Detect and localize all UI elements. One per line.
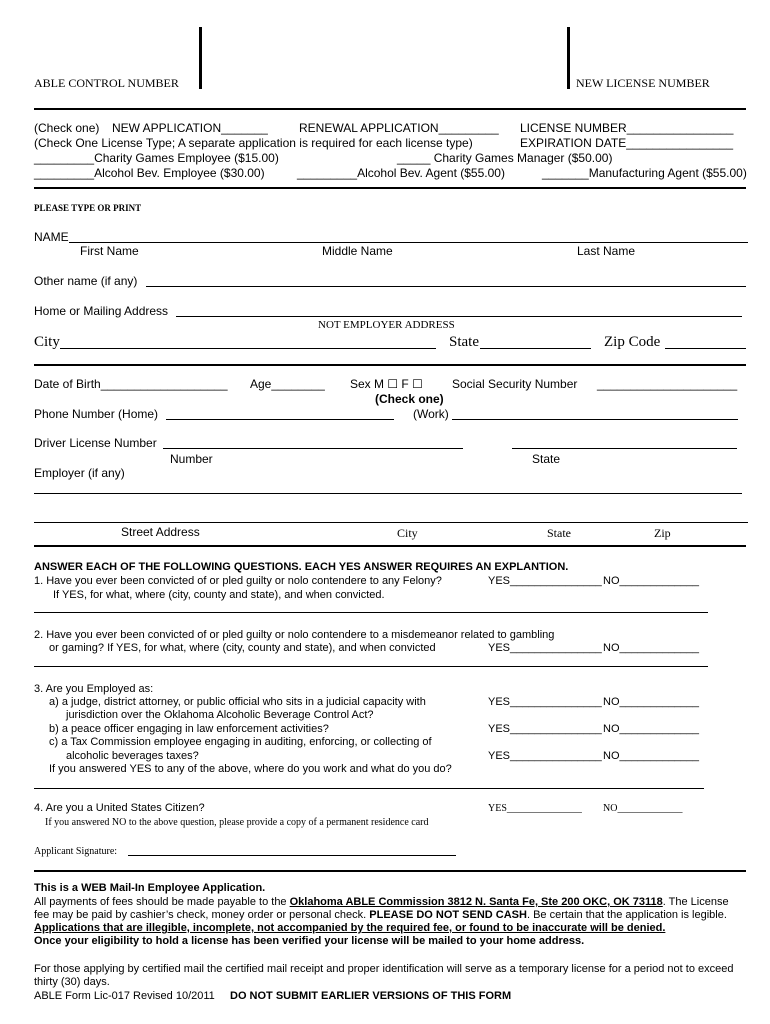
city-label: City bbox=[34, 334, 60, 350]
phone-home-input-line[interactable] bbox=[166, 419, 394, 420]
state-label: State bbox=[449, 334, 479, 350]
payment-text-4: . Be certain that the application is legible. bbox=[526, 909, 727, 921]
phone-work-input-line[interactable] bbox=[452, 419, 738, 420]
zip-code-label: Zip Code bbox=[604, 334, 661, 350]
question-4-no[interactable]: NO_____________ bbox=[603, 803, 683, 814]
license-section-rule bbox=[34, 187, 746, 189]
header-rule bbox=[34, 108, 746, 110]
payment-text-3: fee may be paid by cashier’s check, money order or personal check. bbox=[34, 909, 370, 921]
name-label: NAME bbox=[34, 230, 69, 244]
no-cash-warning: PLEASE DO NOT SEND CASH bbox=[369, 909, 527, 921]
driver-license-number-caption: Number bbox=[170, 452, 213, 466]
phone-work-label: (Work) bbox=[413, 407, 449, 421]
employer-city-caption: City bbox=[397, 526, 418, 540]
question-3c-text-cont: alcoholic beverages taxes? bbox=[66, 750, 199, 762]
questions-section-rule bbox=[34, 870, 746, 872]
alcohol-bev-employee-option[interactable]: _________Alcohol Bev. Employee ($30.00) bbox=[34, 166, 265, 180]
web-application-title: This is a WEB Mail-In Employee Application. bbox=[34, 882, 266, 894]
city-input-line[interactable] bbox=[60, 348, 436, 349]
question-3a-text-cont: jurisdiction over the Oklahoma Alcoholic Beverage Control Act? bbox=[66, 709, 374, 721]
question-2-no[interactable]: NO_____________ bbox=[603, 642, 700, 654]
driver-license-number-line[interactable] bbox=[163, 448, 463, 449]
license-number-field[interactable]: LICENSE NUMBER________________ bbox=[520, 121, 734, 135]
name-section-rule bbox=[34, 364, 746, 366]
question-3a-text: a) a judge, district attorney, or public official who sits in a judicial capacity with bbox=[49, 696, 426, 708]
check-one-label: (Check one) bbox=[34, 121, 100, 135]
question-1-no[interactable]: NO_____________ bbox=[603, 575, 700, 587]
please-type-instruction: PLEASE TYPE OR PRINT bbox=[34, 203, 142, 213]
last-name-caption: Last Name bbox=[577, 244, 636, 258]
employer-label: Employer (if any) bbox=[34, 466, 125, 480]
question-2-explain: or gaming? If YES, for what, where (city, county and state), and when convicted bbox=[49, 642, 436, 654]
license-mailing-note: Once your eligibility to hold a license has been verified your license will be mailed to your home address. bbox=[34, 935, 585, 947]
question-3c-no[interactable]: NO_____________ bbox=[603, 750, 700, 762]
employer-input-line-2[interactable] bbox=[34, 522, 748, 523]
charity-games-manager-option[interactable]: _____ Charity Games Manager ($50.00) bbox=[397, 151, 613, 165]
question-4-yes[interactable]: YES_______________ bbox=[488, 803, 582, 814]
question-3c-yes[interactable]: YES_______________ bbox=[488, 750, 602, 762]
denial-warning: Applications that are illegible, incomplete, not accompanied by the required fee, or found to be inaccurate will be denied. bbox=[34, 922, 666, 934]
name-input-line[interactable] bbox=[69, 242, 748, 243]
question-3b-no[interactable]: NO_____________ bbox=[603, 723, 700, 735]
question-4-text: 4. Are you a United States Citizen? bbox=[34, 802, 205, 814]
home-address-input-line[interactable] bbox=[176, 316, 742, 317]
header-divider-right bbox=[567, 27, 570, 89]
personal-section-rule bbox=[34, 545, 746, 547]
question-4-explain: If you answered NO to the above question, please provide a copy of a permanent residence card bbox=[45, 817, 429, 828]
do-not-submit-warning: DO NOT SUBMIT EARLIER VERSIONS OF THIS FORM bbox=[230, 990, 512, 1002]
question-3-explain: If you answered YES to any of the above, where do you work and what do you do? bbox=[49, 763, 452, 775]
question-1-explain: If YES, for what, where (city, county and state), and when convicted. bbox=[53, 589, 385, 601]
age-field[interactable]: Age________ bbox=[250, 377, 325, 391]
employer-state-caption: State bbox=[547, 526, 571, 540]
phone-home-label: Phone Number (Home) bbox=[34, 407, 159, 421]
renewal-application-field[interactable]: RENEWAL APPLICATION_________ bbox=[299, 121, 499, 135]
certified-mail-note: For those applying by certified mail the certified mail receipt and proper identification will serve as a temporary license for a period not to exceed thirty (30) days. bbox=[34, 963, 734, 988]
new-license-number-label: NEW LICENSE NUMBER bbox=[576, 76, 710, 90]
new-application-field[interactable]: NEW APPLICATION_______ bbox=[112, 121, 268, 135]
check-one-note: (Check one) bbox=[375, 392, 444, 406]
question-1-text: 1. Have you ever been convicted of or pled guilty or nolo contendere to any Felony? bbox=[34, 575, 442, 587]
other-name-label: Other name (if any) bbox=[34, 274, 138, 288]
employer-input-line-1[interactable] bbox=[34, 493, 742, 494]
expiration-date-field[interactable]: EXPIRATION DATE________________ bbox=[520, 136, 734, 150]
middle-name-caption: Middle Name bbox=[322, 244, 393, 258]
question-2-text: 2. Have you ever been convicted of or pled guilty or nolo contendere to a misdemeanor related to gambling bbox=[34, 629, 555, 641]
header-divider-left bbox=[199, 27, 202, 89]
question-3c-text: c) a Tax Commission employee engaging in auditing, enforcing, or collecting of bbox=[49, 736, 432, 748]
home-address-label: Home or Mailing Address bbox=[34, 304, 169, 318]
driver-license-state-line[interactable] bbox=[512, 448, 737, 449]
applicant-signature-line[interactable] bbox=[128, 855, 456, 856]
state-input-line[interactable] bbox=[480, 348, 591, 349]
question-2-answer-line[interactable] bbox=[34, 666, 708, 667]
question-3b-yes[interactable]: YES_______________ bbox=[488, 723, 602, 735]
license-type-instruction: (Check One License Type; A separate application is required for each license type) bbox=[34, 136, 473, 150]
manufacturing-agent-option[interactable]: _______Manufacturing Agent ($55.00) bbox=[542, 166, 747, 180]
payment-text-1: All payments of fees should be made payable to the bbox=[34, 896, 290, 908]
charity-games-employee-option[interactable]: _________Charity Games Employee ($15.00) bbox=[34, 151, 279, 165]
employer-zip-caption: Zip bbox=[654, 526, 671, 540]
driver-license-state-caption: State bbox=[532, 452, 561, 466]
question-1-yes[interactable]: YES_______________ bbox=[488, 575, 602, 587]
sex-checkboxes[interactable]: Sex M ☐ F ☐ bbox=[350, 377, 423, 391]
question-3a-no[interactable]: NO_____________ bbox=[603, 696, 700, 708]
question-3-text: 3. Are you Employed as: bbox=[34, 683, 154, 695]
commission-address: Oklahoma ABLE Commission 3812 N. Santa Fe, Ste 200 OKC, OK 73118 bbox=[289, 896, 663, 908]
question-3-answer-line[interactable] bbox=[34, 788, 704, 789]
applicant-signature-label: Applicant Signature: bbox=[34, 846, 118, 857]
driver-license-label: Driver License Number bbox=[34, 436, 157, 450]
zip-code-input-line[interactable] bbox=[665, 348, 746, 349]
question-2-yes[interactable]: YES_______________ bbox=[488, 642, 602, 654]
ssn-input[interactable]: _____________________ bbox=[597, 377, 738, 391]
able-control-number-label: ABLE CONTROL NUMBER bbox=[34, 76, 179, 90]
first-name-caption: First Name bbox=[80, 244, 139, 258]
question-1-answer-line[interactable] bbox=[34, 612, 708, 613]
alcohol-bev-agent-option[interactable]: _________Alcohol Bev. Agent ($55.00) bbox=[297, 166, 505, 180]
not-employer-address-note: NOT EMPLOYER ADDRESS bbox=[318, 319, 455, 331]
payment-text-2: . The License bbox=[662, 896, 729, 908]
ssn-label: Social Security Number bbox=[452, 377, 578, 391]
form-identifier: ABLE Form Lic-017 Revised 10/2011 bbox=[34, 990, 215, 1002]
question-3a-yes[interactable]: YES_______________ bbox=[488, 696, 602, 708]
street-address-caption: Street Address bbox=[121, 525, 200, 539]
payment-instructions bbox=[34, 896, 754, 948]
question-3b-text: b) a peace officer engaging in law enforcement activities? bbox=[49, 723, 329, 735]
questions-heading: ANSWER EACH OF THE FOLLOWING QUESTIONS. EACH YES ANSWER REQUIRES AN EXPLANTION. bbox=[34, 561, 569, 573]
other-name-input-line[interactable] bbox=[146, 286, 746, 287]
date-of-birth-field[interactable]: Date of Birth___________________ bbox=[34, 377, 228, 391]
